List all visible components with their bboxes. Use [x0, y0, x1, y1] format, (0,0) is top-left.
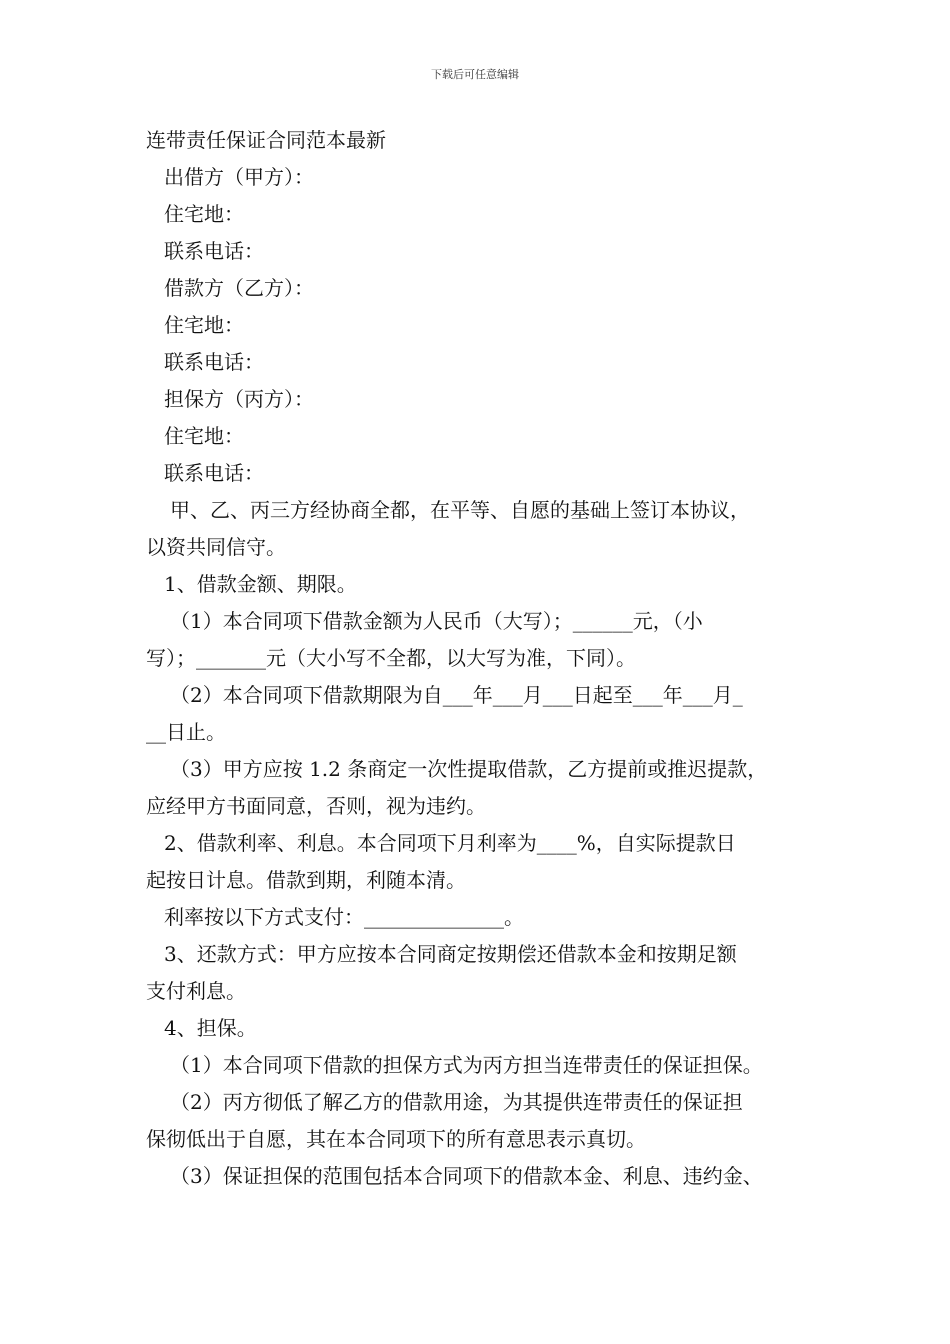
- guarantor-address-label: 住宅地：: [164, 424, 244, 448]
- preamble-line-2: 以资共同信守。: [146, 535, 286, 559]
- lender-address-label: 住宅地：: [164, 202, 244, 226]
- section-2-line-2: 起按日计息。借款到期，利随本清。: [146, 868, 466, 892]
- document-body: [146, 126, 826, 1199]
- section-1-heading: 1、借款金额、期限。: [164, 572, 357, 596]
- section-2-line-1: 2、借款利率、利息。本合同项下月利率为____%，自实际提款日: [164, 831, 736, 855]
- lender-label: 出借方（甲方）：: [164, 165, 314, 189]
- section-3-line-1: 3、还款方式：甲方应按本合同商定按期偿还借款本金和按期足额: [164, 942, 737, 966]
- clause-1-1-line-2: 写）；_______元（大小写不全都，以大写为准，下同）。: [146, 646, 636, 670]
- borrower-label: 借款方（乙方）：: [164, 276, 314, 300]
- clause-1-3-line-1: （3）甲方应按 1.2 条商定一次性提取借款，乙方提前或推迟提款，: [170, 757, 768, 781]
- borrower-phone-label: 联系电话：: [164, 350, 264, 374]
- clause-4-2-line-2: 保彻低出于自愿，其在本合同项下的所有意思表示真切。: [146, 1127, 646, 1151]
- clause-1-2-line-1: （2）本合同项下借款期限为自___年___月___日起至___年___月_: [170, 683, 743, 707]
- document-title: 连带责任保证合同范本最新: [146, 128, 386, 152]
- preamble-line-1: 甲、乙、丙三方经协商全都，在平等、自愿的基础上签订本协议，: [170, 498, 750, 522]
- clause-1-1-line-1: （1）本合同项下借款金额为人民币（大写）；______元，（小: [170, 609, 703, 633]
- clause-4-2-line-1: （2）丙方彻低了解乙方的借款用途，为其提供连带责任的保证担: [170, 1090, 743, 1114]
- clause-1-2-line-2: __日止。: [146, 720, 226, 744]
- section-4-heading: 4、担保。: [164, 1016, 257, 1040]
- clause-1-3-line-2: 应经甲方书面同意，否则，视为违约。: [146, 794, 486, 818]
- clause-4-3-line-1: （3）保证担保的范围包括本合同项下的借款本金、利息、违约金、: [170, 1164, 763, 1188]
- section-3-line-2: 支付利息。: [146, 979, 246, 1003]
- page-header-note: 下载后可任意编辑: [431, 68, 519, 81]
- guarantor-phone-label: 联系电话：: [164, 461, 264, 485]
- lender-phone-label: 联系电话：: [164, 239, 264, 263]
- clause-4-1: （1）本合同项下借款的担保方式为丙方担当连带责任的保证担保。: [170, 1053, 763, 1077]
- interest-payment-line: 利率按以下方式支付：______________。: [164, 905, 524, 929]
- guarantor-label: 担保方（丙方）：: [164, 387, 314, 411]
- borrower-address-label: 住宅地：: [164, 313, 244, 337]
